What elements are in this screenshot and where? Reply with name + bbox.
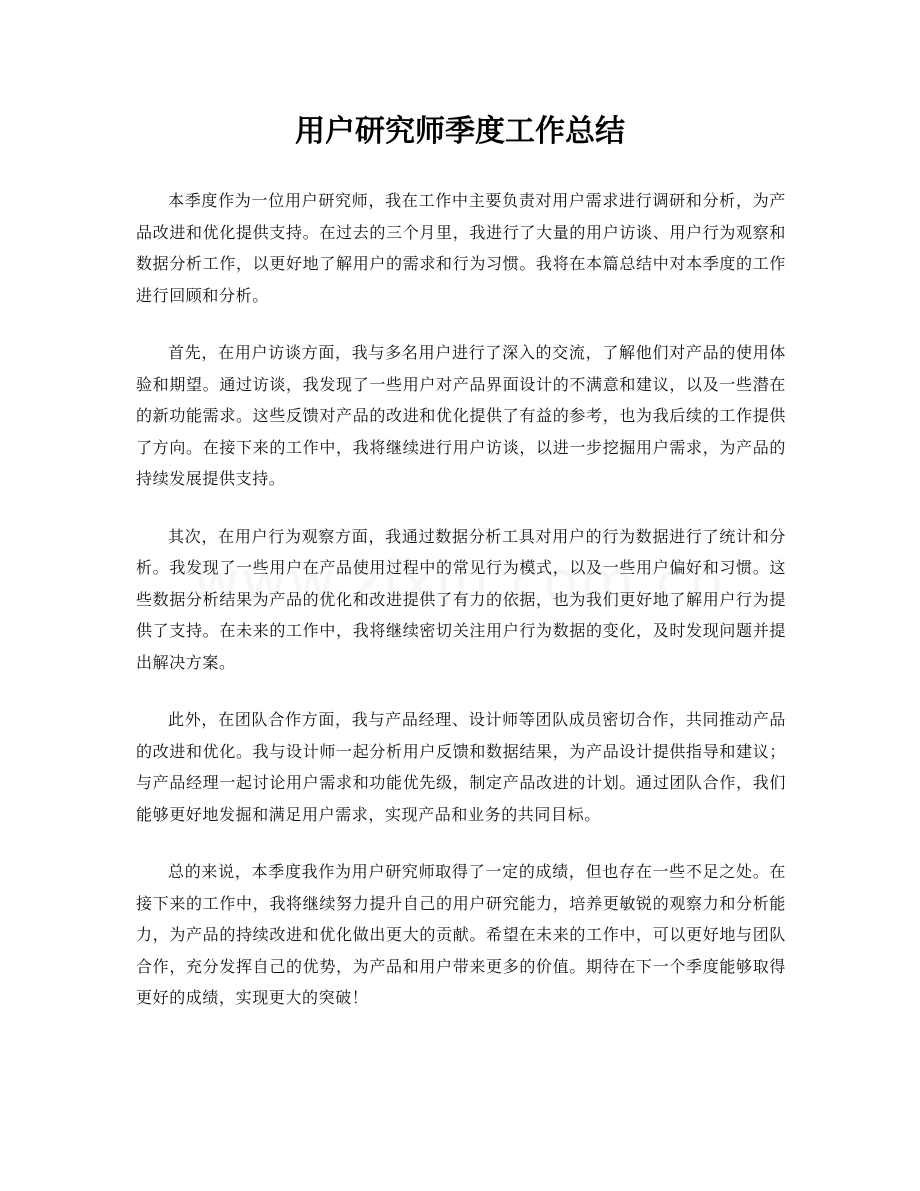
paragraph-intro: 本季度作为一位用户研究师，我在工作中主要负责对用户需求进行调研和分析，为产品改进和优化提供支持。在过去的三个月里，我进行了大量的用户访谈、用户行为观察和数据分析工作，以更好地了解用户的需求和行为习惯。我将在本篇总结中对本季度的工作进行回顾和分析。 [136, 191, 786, 305]
document-title: 用户研究师季度工作总结 [295, 114, 625, 149]
document-body [136, 185, 786, 1040]
paragraph-team-collaboration: 此外，在团队合作方面，我与产品经理、设计师等团队成员密切合作，共同推动产品的改进和优化。我与设计师一起分析用户反馈和数据结果，为产品设计提供指导和建议；与产品经理一起讨论用户需求和功能优先级，制定产品改进的计划。通过团队合作，我们能够更好地发掘和满足用户需求，实现产品和业务的共同目标。 [136, 710, 786, 824]
paragraph-user-interviews: 首先，在用户访谈方面，我与多名用户进行了深入的交流，了解他们对产品的使用体验和期望。通过访谈，我发现了一些用户对产品界面设计的不满意和建议，以及一些潜在的新功能需求。这些反馈对产品的改进和优化提供了有益的参考，也为我后续的工作提供了方向。在接下来的工作中，我将继续进行用户访谈，以进一步挖掘用户需求，为产品的持续发展提供支持。 [136, 343, 786, 488]
paragraph-summary: 总的来说，本季度我作为用户研究师取得了一定的成绩，但也存在一些不足之处。在接下来的工作中，我将继续努力提升自己的用户研究能力，培养更敏锐的观察力和分析能力，为产品的持续改进和优化做出更大的贡献。希望在未来的工作中，可以更好地与团队合作，充分发挥自己的优势，为产品和用户带来更多的价值。期待在下一个季度能够取得更好的成绩，实现更大的突破！ [136, 862, 786, 1007]
paragraph-behavior-observation: 其次，在用户行为观察方面，我通过数据分析工具对用户的行为数据进行了统计和分析。我发现了一些用户在产品使用过程中的常见行为模式，以及一些用户偏好和习惯。这些数据分析结果为产品的优化和改进提供了有力的依据，也为我们更好地了解用户行为提供了支持。在未来的工作中，我将继续密切关注用户行为数据的变化，及时发现问题并提出解决方案。 [136, 526, 786, 672]
